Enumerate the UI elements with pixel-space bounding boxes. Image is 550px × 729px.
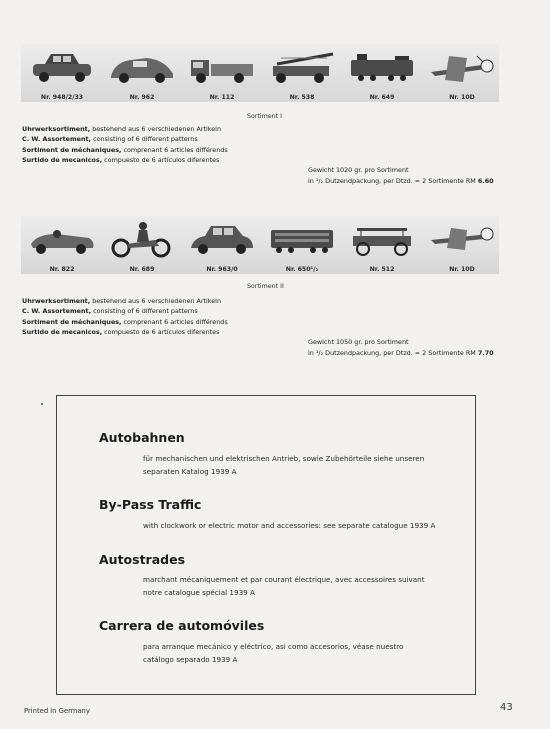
panel-text: marchant mécaniquement et par courant électrique, avec accessoires suivant notre catalogue spécial 1939 A	[143, 575, 425, 597]
weight-price-info	[308, 165, 494, 187]
panel-heading: Carrera de automóviles	[99, 618, 265, 633]
toy-photo-strip-1	[21, 44, 499, 102]
desc-line: Uhrwerksortiment, bestehend aus 6 verschiedenen Artikeln	[22, 125, 221, 133]
motorcycle-icon	[107, 220, 177, 260]
toy-photo-strip-2	[21, 216, 499, 274]
pack-price-line: in ¹/₂ Dutzendpackung, per Dtzd. = 2 Sortimente RM 6.60	[308, 177, 494, 185]
weight-price-info	[308, 337, 494, 359]
toy-item	[103, 216, 181, 274]
panel-heading: Autostrades	[99, 552, 186, 567]
toy-item	[423, 44, 501, 102]
fire-engine-icon	[347, 220, 417, 260]
panel-text: für mechanischen und elektrischen Antrieb, sowie Zubehörteile siehe unseren separaten Katalog 1939 A	[143, 454, 425, 476]
page-number: 43	[500, 702, 513, 713]
toy-item	[263, 44, 341, 102]
item-number: Nr. 10D	[449, 266, 475, 273]
item-number: Nr. 963/0	[206, 266, 238, 273]
locomotive-icon	[267, 220, 337, 260]
racecar-icon	[27, 220, 97, 260]
pack-price-line: in ¹/₂ Dutzendpackung, per Dtzd. = 2 Sortimente RM 7.70	[308, 349, 494, 357]
price: 6.60	[477, 177, 494, 185]
desc-line: Surtido de mecanicos, compuesto de 6 artículos diferentes	[22, 327, 220, 336]
printed-in-label: Printed in Germany	[24, 707, 90, 715]
printing-mark	[41, 403, 43, 405]
panel-text: with clockwork or electric motor and accessories: see separate catalogue 1939 A	[143, 521, 436, 530]
panel-heading: By-Pass Traffic	[99, 497, 202, 512]
assortment-description	[22, 124, 228, 165]
locomotive-icon	[347, 48, 417, 88]
ladder-truck-icon	[267, 48, 337, 88]
coupe-car-icon	[107, 48, 177, 88]
weight-line: Gewicht 1050 gr. pro Sortiment	[308, 338, 409, 346]
airplane-icon	[427, 220, 497, 260]
item-number: Nr. 650¹/₂	[285, 266, 319, 273]
assortment-caption: Sortiment I	[247, 113, 282, 120]
toy-item	[103, 44, 181, 102]
item-number: Nr. 962	[129, 94, 155, 101]
item-number: Nr. 10D	[449, 94, 475, 101]
toy-item	[23, 216, 101, 274]
weight-line: Gewicht 1020 gr. pro Sortiment	[308, 166, 409, 174]
item-number: Nr. 512	[369, 266, 395, 273]
sedan-car-icon	[187, 220, 257, 260]
desc-line: C. W. Assortement, consisting of 6 different patterns	[22, 135, 198, 144]
assortment-caption: Sortiment II	[247, 283, 284, 290]
panel-heading: Autobahnen	[99, 430, 185, 445]
desc-line: Uhrwerksortiment, bestehend aus 6 verschiedenen Artikeln	[22, 297, 221, 305]
autobahn-info-panel	[56, 395, 476, 695]
toy-item	[343, 44, 421, 102]
toy-item	[23, 44, 101, 102]
toy-item	[183, 216, 261, 274]
toy-item	[343, 216, 421, 274]
panel-text: para arranque mecánico y eléctrico, asi como accesorios, véase nuestro catálogo separado 1939 A	[143, 642, 404, 664]
desc-line: Surtido de mecanicos, compuesto de 6 artículos diferentes	[22, 155, 220, 164]
item-number: Nr. 689	[129, 266, 155, 273]
price: 7.70	[477, 349, 494, 357]
desc-line: Sortiment de méchaniques, comprenant 6 articles différends	[22, 145, 228, 154]
item-number: Nr. 822	[49, 266, 75, 273]
truck-icon	[187, 48, 257, 88]
item-number: Nr. 112	[209, 94, 235, 101]
item-number: Nr. 538	[289, 94, 315, 101]
toy-item	[183, 44, 261, 102]
item-number: Nr. 948/2/33	[40, 94, 84, 101]
sedan-car-icon	[27, 48, 97, 88]
toy-item	[263, 216, 341, 274]
assortment-description	[22, 296, 228, 337]
desc-line: C. W. Assortement, consisting of 6 different patterns	[22, 307, 198, 316]
item-number: Nr. 649	[369, 94, 395, 101]
airplane-icon	[427, 48, 497, 88]
toy-item	[423, 216, 501, 274]
desc-line: Sortiment de méchaniques, comprenant 6 articles différends	[22, 317, 228, 326]
